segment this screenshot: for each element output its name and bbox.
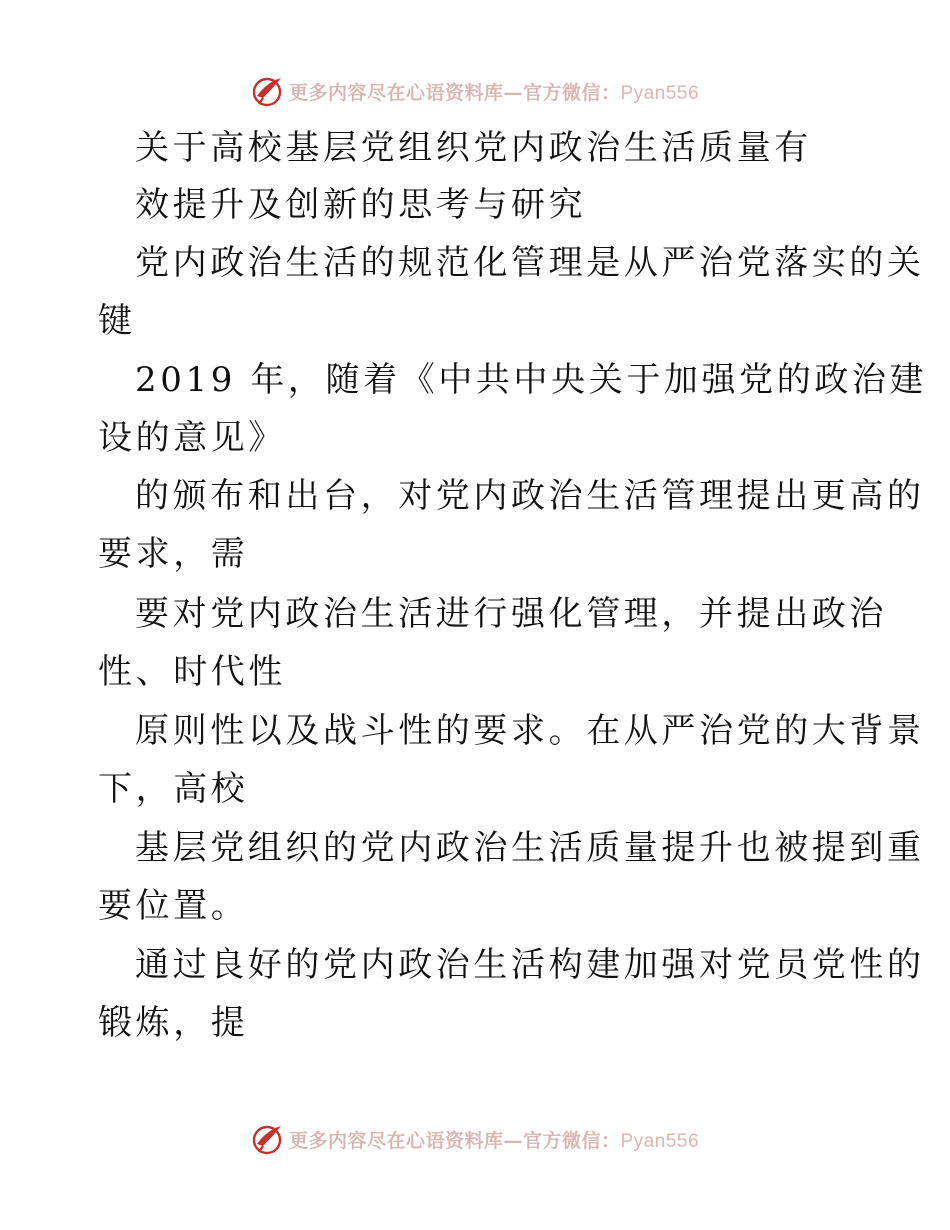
body-line: 下，高校 bbox=[98, 769, 249, 809]
header-watermark bbox=[0, 71, 950, 111]
watermark-text: 更多内容尽在心语资料库—官方微信：Pyan556 bbox=[288, 1129, 700, 1152]
watermark-text: 更多内容尽在心语资料库—官方微信：Pyan556 bbox=[288, 81, 700, 104]
body-line: 2019 年，随着《中共中央关于加强党的政治建 bbox=[135, 360, 928, 400]
body-line: 性、时代性 bbox=[98, 652, 286, 692]
quill-logo-icon bbox=[251, 74, 285, 108]
body-line: 的颁布和出台，对党内政治生活管理提出更高的 bbox=[135, 476, 925, 516]
body-line: 通过良好的党内政治生活构建加强对党员党性的 bbox=[135, 945, 925, 985]
body-line: 要位置。 bbox=[98, 886, 249, 926]
body-line: 要对党内政治生活进行强化管理，并提出政治 bbox=[135, 594, 887, 634]
body-line: 基层党组织的党内政治生活质量提升也被提到重 bbox=[135, 828, 925, 868]
body-line: 锻炼，提 bbox=[98, 1003, 249, 1043]
body-line: 设的意见》 bbox=[98, 418, 286, 458]
body-line: 要求，需 bbox=[98, 534, 249, 574]
wechat-id: Pyan556 bbox=[620, 82, 700, 104]
quill-logo-icon bbox=[251, 1122, 285, 1156]
title-line-1: 关于高校基层党组织党内政治生活质量有 bbox=[135, 128, 812, 168]
title-line-2: 效提升及创新的思考与研究 bbox=[135, 185, 587, 225]
footer-watermark bbox=[0, 1119, 950, 1159]
wechat-id: Pyan556 bbox=[620, 1130, 700, 1152]
body-line: 键 bbox=[98, 301, 136, 341]
body-line: 党内政治生活的规范化管理是从严治党落实的关 bbox=[135, 243, 925, 283]
body-line: 原则性以及战斗性的要求。在从严治党的大背景 bbox=[135, 711, 925, 751]
